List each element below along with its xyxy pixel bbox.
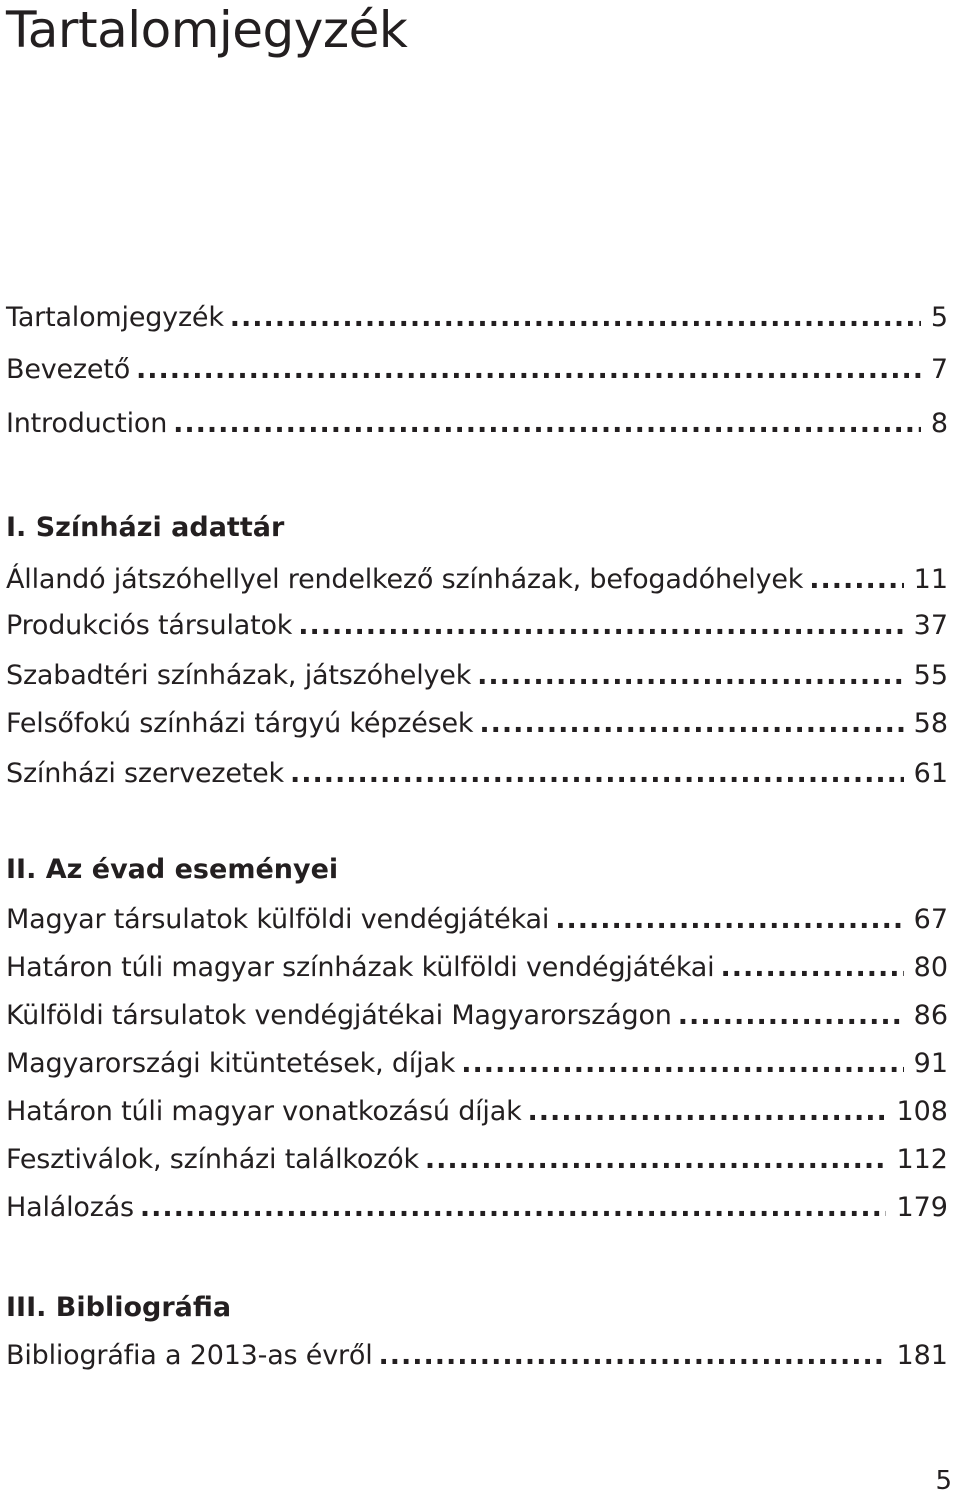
page-title: Tartalomjegyzék	[6, 1, 408, 59]
dot-leader	[528, 1094, 887, 1130]
section-heading-ii: II. Az évad eseményei	[6, 854, 339, 885]
dot-leader	[809, 562, 903, 598]
toc-entry-page: 112	[896, 1144, 948, 1175]
toc-entry[interactable]	[6, 658, 948, 694]
toc-entry-page: 7	[930, 354, 948, 385]
toc-entry[interactable]	[6, 352, 948, 388]
toc-entry[interactable]	[6, 562, 948, 598]
dot-leader	[461, 1046, 903, 1082]
dot-leader	[720, 950, 903, 986]
toc-entry[interactable]	[6, 1046, 948, 1082]
section-heading-iii: III. Bibliográfia	[6, 1292, 232, 1323]
toc-entry[interactable]	[6, 1094, 948, 1130]
dot-leader	[136, 352, 921, 388]
toc-entry-title: Tartalomjegyzék	[6, 302, 224, 333]
dot-leader	[298, 608, 903, 644]
toc-entry-title: Fesztiválok, színházi találkozók	[6, 1144, 419, 1175]
toc-entry[interactable]	[6, 998, 948, 1034]
toc-entry-page: 5	[930, 302, 948, 333]
dot-leader	[290, 756, 904, 792]
toc-entry-title: Szabadtéri színházak, játszóhelyek	[6, 660, 472, 691]
dot-leader	[230, 300, 921, 336]
dot-leader	[479, 706, 903, 742]
toc-entry-title: Határon túli magyar színházak külföldi vendégjátékai	[6, 952, 715, 983]
dot-leader	[678, 998, 904, 1034]
toc-entry-title: Külföldi társulatok vendégjátékai Magyarországon	[6, 1000, 672, 1031]
page-number: 5	[935, 1466, 952, 1496]
toc-entry-page: 58	[913, 708, 948, 739]
toc-entry-page: 61	[913, 758, 948, 789]
toc-entry-title: Felsőfokú színházi tárgyú képzések	[6, 708, 474, 739]
toc-entry[interactable]	[6, 756, 948, 792]
toc-entry-title: Bibliográfia a 2013-as évről	[6, 1340, 373, 1371]
toc-entry-page: 11	[913, 564, 948, 595]
toc-entry[interactable]	[6, 902, 948, 938]
toc-entry-title: Halálozás	[6, 1192, 134, 1223]
section-heading-i: I. Színházi adattár	[6, 512, 285, 543]
dot-leader	[379, 1338, 887, 1374]
toc-entry[interactable]	[6, 1142, 948, 1178]
toc-entry[interactable]	[6, 608, 948, 644]
toc-entry-title: Introduction	[6, 408, 168, 439]
toc-entry-title: Színházi szervezetek	[6, 758, 284, 789]
toc-entry-title: Állandó játszóhellyel rendelkező színházak, befogadóhelyek	[6, 564, 804, 595]
toc-entry-page: 37	[913, 610, 948, 641]
toc-entry-page: 179	[896, 1192, 948, 1223]
table-of-contents	[6, 0, 948, 1440]
toc-entry-page: 91	[913, 1048, 948, 1079]
toc-entry[interactable]	[6, 1338, 948, 1374]
toc-entry-page: 8	[930, 408, 948, 439]
toc-entry[interactable]	[6, 406, 948, 442]
toc-entry-page: 108	[896, 1096, 948, 1127]
toc-entry-page: 80	[913, 952, 948, 983]
toc-entry-page: 181	[896, 1340, 948, 1371]
toc-entry-title: Magyarországi kitüntetések, díjak	[6, 1048, 456, 1079]
dot-leader	[555, 902, 903, 938]
dot-leader	[140, 1190, 887, 1226]
toc-entry-title: Határon túli magyar vonatkozású díjak	[6, 1096, 522, 1127]
dot-leader	[173, 406, 921, 442]
dot-leader	[477, 658, 904, 694]
toc-entry[interactable]	[6, 950, 948, 986]
toc-entry-title: Produkciós társulatok	[6, 610, 293, 641]
toc-entry[interactable]	[6, 300, 948, 336]
toc-entry-page: 55	[913, 660, 948, 691]
toc-entry-page: 67	[913, 904, 948, 935]
toc-entry[interactable]	[6, 1190, 948, 1226]
toc-entry-title: Magyar társulatok külföldi vendégjátékai	[6, 904, 550, 935]
toc-entry-title: Bevezető	[6, 354, 131, 385]
dot-leader	[425, 1142, 887, 1178]
toc-entry-page: 86	[913, 1000, 948, 1031]
toc-entry[interactable]	[6, 706, 948, 742]
